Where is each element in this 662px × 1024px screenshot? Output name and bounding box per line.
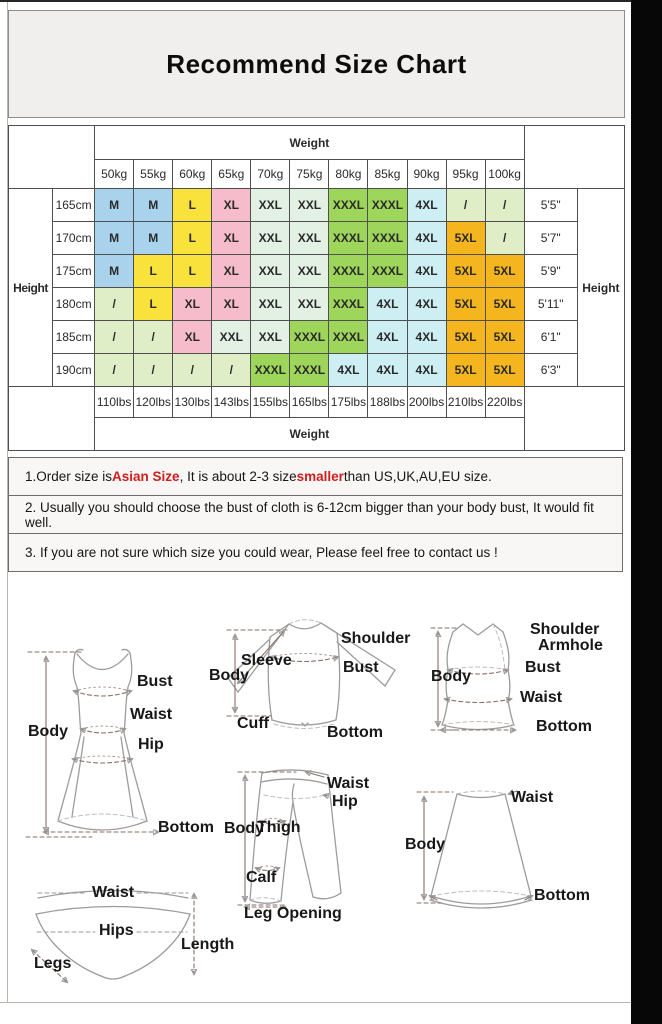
size-cell: M <box>95 222 134 255</box>
label-skirt-waist: Waist <box>511 789 554 806</box>
lbs-cell: 165lbs <box>290 387 329 418</box>
height-cm-cell: 185cm <box>53 321 95 354</box>
table-row <box>9 288 625 321</box>
size-cell: / <box>485 189 524 222</box>
kg-cell: 90kg <box>407 160 446 189</box>
size-cell: XXXL <box>368 189 407 222</box>
kg-cell: 65kg <box>212 160 251 189</box>
note-text: than US,UK,AU,EU size. <box>343 469 492 484</box>
lbs-cell: 175lbs <box>329 387 368 418</box>
size-cell: 4XL <box>407 222 446 255</box>
size-cell: 5XL <box>485 255 524 288</box>
size-cell: 5XL <box>446 222 485 255</box>
table-row <box>9 189 625 222</box>
size-cell: / <box>212 354 251 387</box>
size-cell: 4XL <box>368 321 407 354</box>
size-cell: XXL <box>290 288 329 321</box>
size-cell: XXL <box>212 321 251 354</box>
size-cell: L <box>134 288 173 321</box>
height-ft-cell: 5'7" <box>524 222 577 255</box>
kg-cell: 100kg <box>485 160 524 189</box>
photo-black-edge <box>631 0 662 1024</box>
kg-cell: 60kg <box>173 160 212 189</box>
lbs-cell: 188lbs <box>368 387 407 418</box>
size-cell: / <box>134 354 173 387</box>
size-cell: XXL <box>251 222 290 255</box>
label-pants-hip: Hip <box>332 793 358 810</box>
size-cell: 5XL <box>485 321 524 354</box>
label-pants-body: Body <box>224 820 264 837</box>
table-row <box>9 354 625 387</box>
size-cell: / <box>173 354 212 387</box>
size-cell: XL <box>173 321 212 354</box>
label-pants-leg-opening: Leg Opening <box>244 905 342 922</box>
size-cell: 4XL <box>368 288 407 321</box>
corner-cell <box>9 387 95 451</box>
height-label-right-cell: Height <box>577 189 624 387</box>
label-briefs-waist: Waist <box>92 884 135 901</box>
label-shirt-cuff: Cuff <box>237 715 269 732</box>
size-cell: 5XL <box>485 354 524 387</box>
height-ft-cell: 5'5" <box>524 189 577 222</box>
label-pants-waist: Waist <box>327 775 370 792</box>
size-cell: L <box>134 255 173 288</box>
label-briefs-legs: Legs <box>34 955 72 972</box>
lbs-cell: 110lbs <box>95 387 134 418</box>
size-cell: XXL <box>251 255 290 288</box>
size-cell: / <box>95 321 134 354</box>
size-cell: L <box>173 222 212 255</box>
size-cell: 5XL <box>485 288 524 321</box>
label-dress-bottom: Bottom <box>158 819 214 836</box>
size-cell: XXL <box>290 255 329 288</box>
top-edge-line <box>0 0 631 2</box>
lbs-cell: 200lbs <box>407 387 446 418</box>
note-text: 3. If you are not sure which size you could wear, Please feel free to contact us ! <box>25 545 498 560</box>
kg-cell: 75kg <box>290 160 329 189</box>
label-dress-body: Body <box>28 723 68 740</box>
size-cell: XXL <box>251 321 290 354</box>
size-cell: XL <box>212 255 251 288</box>
measurement-diagrams <box>0 590 631 1010</box>
note-text: 2. Usually you should choose the bust of cloth is 6-12cm bigger than your body bust, It would fit well. <box>25 499 594 530</box>
label-briefs-length: Length <box>181 936 235 953</box>
weight-footer-cell: Weight <box>95 418 525 451</box>
weight-header-cell: Weight <box>95 126 525 160</box>
kg-cell: 70kg <box>251 160 290 189</box>
corner-cell <box>524 387 624 451</box>
label-skirt-bottom: Bottom <box>534 887 590 904</box>
size-cell: M <box>134 222 173 255</box>
height-cm-cell: 165cm <box>53 189 95 222</box>
kg-cell: 80kg <box>329 160 368 189</box>
size-cell: XL <box>212 288 251 321</box>
size-cell: XXXL <box>329 288 368 321</box>
table-row <box>9 255 625 288</box>
label-vest-waist: Waist <box>520 689 563 706</box>
label-shirt-bust: Bust <box>343 659 379 676</box>
size-cell: XXXL <box>329 189 368 222</box>
label-dress-waist: Waist <box>130 706 173 723</box>
note-highlight: smaller <box>296 469 344 484</box>
size-cell: XL <box>173 288 212 321</box>
size-cell: 4XL <box>407 189 446 222</box>
kg-cell: 55kg <box>134 160 173 189</box>
notes-section <box>8 457 623 572</box>
lbs-cell: 155lbs <box>251 387 290 418</box>
size-cell: 4XL <box>329 354 368 387</box>
kg-cell: 85kg <box>368 160 407 189</box>
size-cell: / <box>95 288 134 321</box>
size-cell: L <box>173 189 212 222</box>
label-shirt-shoulder: Shoulder <box>341 630 411 647</box>
label-vest-shoulder: Shoulder <box>530 621 600 638</box>
size-cell: 5XL <box>446 288 485 321</box>
size-cell: XXXL <box>368 255 407 288</box>
size-cell: L <box>173 255 212 288</box>
height-cm-cell: 170cm <box>53 222 95 255</box>
label-briefs-hips: Hips <box>99 922 134 939</box>
lbs-cell: 120lbs <box>134 387 173 418</box>
size-cell: XL <box>212 189 251 222</box>
size-cell: / <box>446 189 485 222</box>
size-cell: XXL <box>290 222 329 255</box>
label-dress-bust: Bust <box>137 673 173 690</box>
size-cell: 5XL <box>446 321 485 354</box>
label-pants-calf: Calf <box>246 869 277 886</box>
height-ft-cell: 6'3" <box>524 354 577 387</box>
note-row-3 <box>8 534 623 572</box>
note-text: 1.Order size is <box>25 469 113 484</box>
kg-cell: 95kg <box>446 160 485 189</box>
height-ft-cell: 5'9" <box>524 255 577 288</box>
height-ft-cell: 5'11" <box>524 288 577 321</box>
size-table <box>8 125 625 451</box>
label-dress-hip: Hip <box>138 736 164 753</box>
note-highlight: Asian Size <box>112 469 180 484</box>
size-cell: 5XL <box>446 354 485 387</box>
lbs-cell: 130lbs <box>173 387 212 418</box>
corner-cell <box>524 126 624 189</box>
size-cell: XXXL <box>290 321 329 354</box>
size-cell: XXXL <box>290 354 329 387</box>
label-shirt-body: Body <box>209 667 249 684</box>
size-cell: 5XL <box>446 255 485 288</box>
size-cell: 4XL <box>407 354 446 387</box>
size-cell: / <box>134 321 173 354</box>
dress-sketch <box>20 645 205 845</box>
size-cell: XXL <box>251 288 290 321</box>
height-label-left-cell: Height <box>9 189 53 387</box>
label-shirt-sleeve: Sleeve <box>241 652 292 669</box>
size-cell: XL <box>212 222 251 255</box>
note-text: , It is about 2-3 size <box>179 469 297 484</box>
size-cell: XXXL <box>329 222 368 255</box>
label-skirt-body: Body <box>405 836 445 853</box>
label-vest-body: Body <box>431 668 471 685</box>
lbs-cell: 220lbs <box>485 387 524 418</box>
size-cell: 4XL <box>407 255 446 288</box>
size-cell: 4XL <box>407 288 446 321</box>
kg-cell: 50kg <box>95 160 134 189</box>
table-row <box>9 387 625 418</box>
size-cell: XXXL <box>368 222 407 255</box>
size-cell: XXXL <box>329 321 368 354</box>
size-cell: M <box>134 189 173 222</box>
note-row-2 <box>8 496 623 534</box>
label-vest-bust: Bust <box>525 659 561 676</box>
label-vest-armhole: Armhole <box>538 637 603 654</box>
corner-cell <box>9 126 95 189</box>
table-row <box>9 321 625 354</box>
height-ft-cell: 6'1" <box>524 321 577 354</box>
size-cell: / <box>485 222 524 255</box>
size-cell: M <box>95 189 134 222</box>
size-cell: XXL <box>290 189 329 222</box>
label-vest-bottom: Bottom <box>536 718 592 735</box>
note-row-1 <box>8 457 623 496</box>
lbs-cell: 210lbs <box>446 387 485 418</box>
size-cell: XXXL <box>329 255 368 288</box>
size-cell: XXL <box>251 189 290 222</box>
size-cell: M <box>95 255 134 288</box>
label-shirt-bottom: Bottom <box>327 724 383 741</box>
table-row <box>9 126 625 160</box>
title-box <box>8 10 625 118</box>
lbs-cell: 143lbs <box>212 387 251 418</box>
size-cell: 4XL <box>368 354 407 387</box>
label-pants-thigh: Thigh <box>257 819 301 836</box>
size-cell: XXXL <box>251 354 290 387</box>
height-cm-cell: 190cm <box>53 354 95 387</box>
size-cell: 4XL <box>407 321 446 354</box>
size-cell: / <box>95 354 134 387</box>
page-title: Recommend Size Chart <box>166 48 467 79</box>
height-cm-cell: 175cm <box>53 255 95 288</box>
height-cm-cell: 180cm <box>53 288 95 321</box>
table-row <box>9 222 625 255</box>
